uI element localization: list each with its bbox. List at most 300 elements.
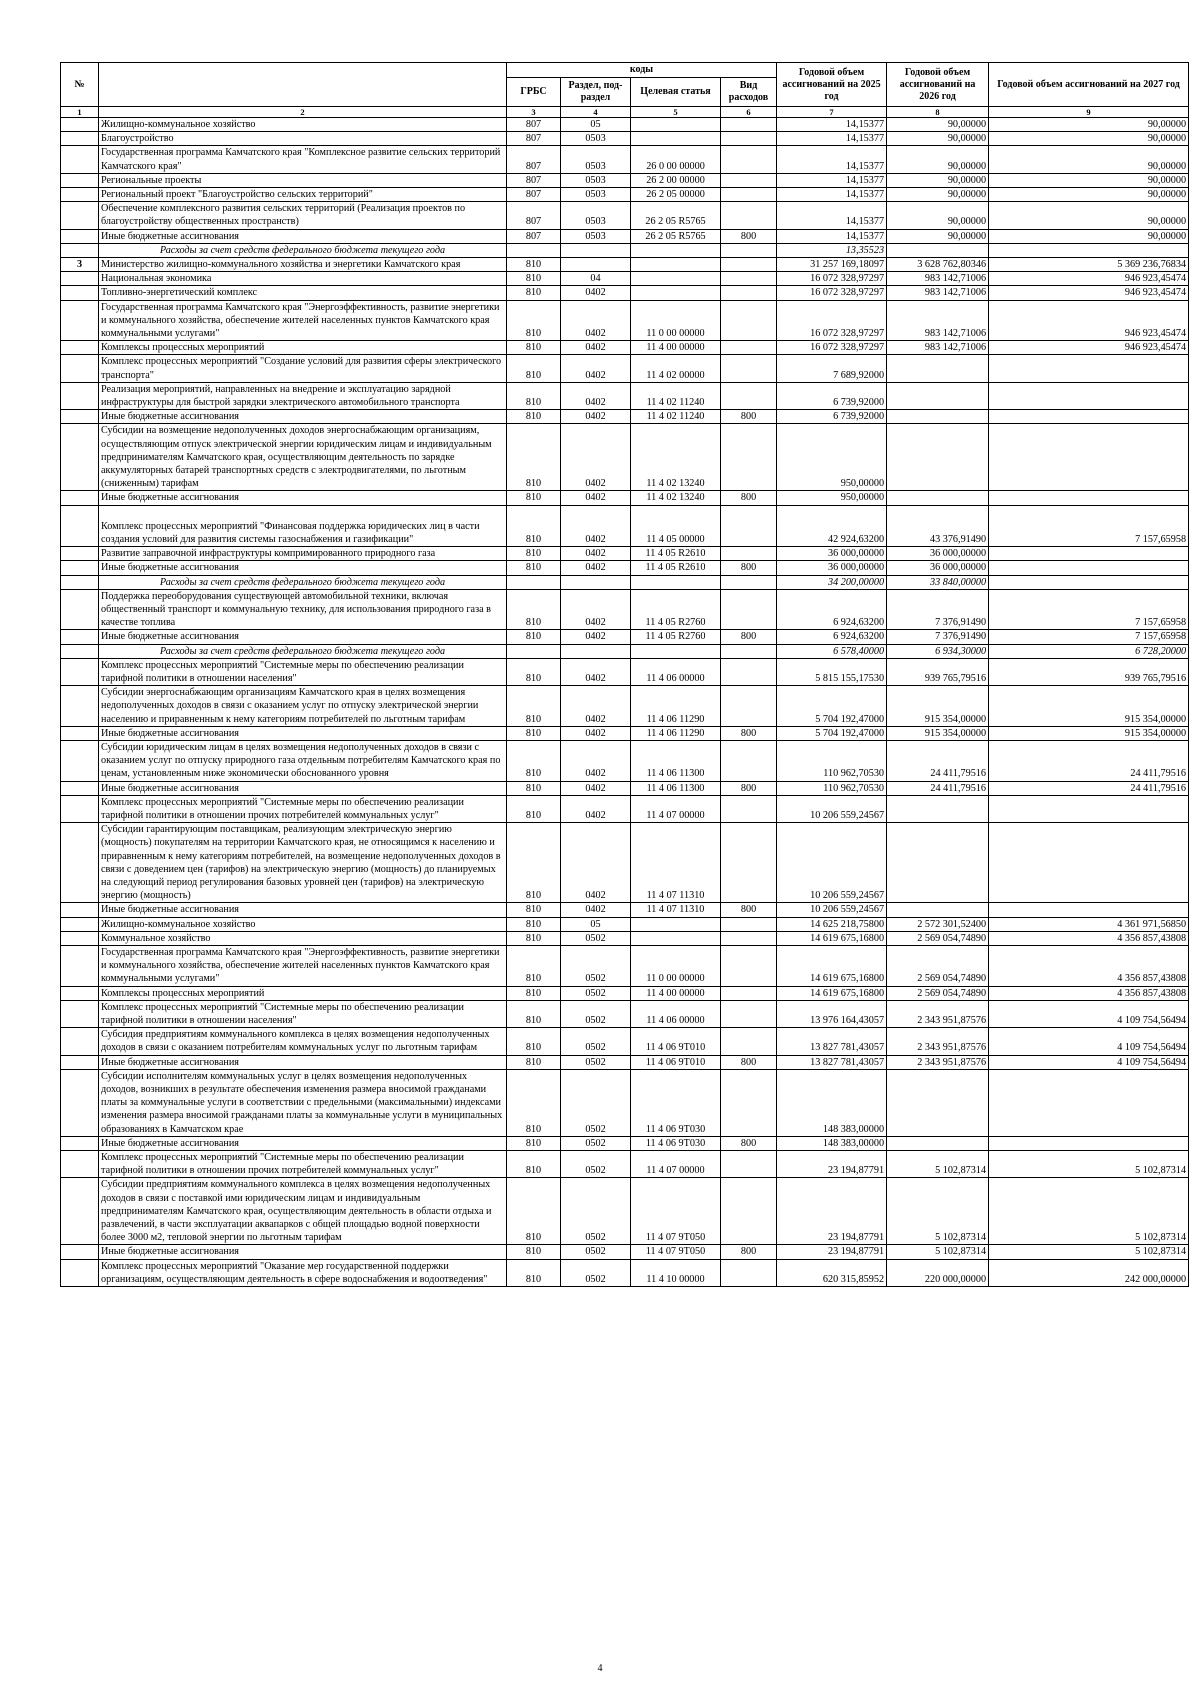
table-row (61, 1151, 1189, 1178)
row-target: 11 4 05 R2760 (631, 589, 721, 630)
row-exptype (721, 823, 777, 903)
table-row (61, 202, 1189, 229)
row-2026: 2 343 951,87576 (887, 1000, 989, 1027)
row-2025: 36 000,00000 (777, 561, 887, 575)
row-2025: 13 827 781,43057 (777, 1028, 887, 1055)
row-2027: 939 765,79516 (989, 658, 1189, 685)
row-grbs: 807 (507, 146, 561, 173)
row-number (61, 505, 99, 546)
table-row (61, 1000, 1189, 1027)
header-codes: коды (507, 63, 777, 78)
row-2025: 950,00000 (777, 491, 887, 505)
row-grbs: 810 (507, 1136, 561, 1150)
row-2025: 36 000,00000 (777, 547, 887, 561)
row-2025: 23 194,87791 (777, 1245, 887, 1259)
row-description: Комплекс процессных мероприятий "Системные меры по обеспечению реализации тарифной политики в отношении прочих потребителей коммунальных услуг" (99, 1151, 507, 1178)
table-row (61, 986, 1189, 1000)
row-number (61, 341, 99, 355)
row-2027 (989, 823, 1189, 903)
header-2027: Годовой объем ассигнований на 2027 год (989, 63, 1189, 107)
row-2025: 6 739,92000 (777, 410, 887, 424)
row-exptype (721, 1028, 777, 1055)
row-exptype: 800 (721, 1245, 777, 1259)
row-exptype: 800 (721, 781, 777, 795)
row-2025: 148 383,00000 (777, 1069, 887, 1136)
row-2026: 2 343 951,87576 (887, 1028, 989, 1055)
row-exptype (721, 917, 777, 931)
row-description: Расходы за счет средств федерального бюджета текущего года (99, 575, 507, 589)
row-2025: 620 315,85952 (777, 1259, 887, 1286)
row-number (61, 491, 99, 505)
row-2025: 16 072 328,97297 (777, 272, 887, 286)
row-description: Комплекс процессных мероприятий "Системные меры по обеспечению реализации тарифной политики в отношении прочих потребителей коммунальных услуг" (99, 795, 507, 822)
table-row (61, 286, 1189, 300)
row-number (61, 630, 99, 644)
table-row (61, 561, 1189, 575)
row-2027 (989, 561, 1189, 575)
row-2025: 16 072 328,97297 (777, 300, 887, 341)
row-number (61, 658, 99, 685)
row-grbs: 810 (507, 355, 561, 382)
table-row (61, 1028, 1189, 1055)
row-exptype (721, 202, 777, 229)
row-target: 11 4 07 00000 (631, 795, 721, 822)
row-exptype (721, 795, 777, 822)
row-exptype: 800 (721, 1136, 777, 1150)
row-grbs (507, 575, 561, 589)
row-description: Иные бюджетные ассигнования (99, 561, 507, 575)
row-section: 05 (561, 118, 631, 132)
row-2025: 23 194,87791 (777, 1151, 887, 1178)
index-cell: 9 (989, 107, 1189, 118)
row-2027 (989, 491, 1189, 505)
budget-sheet (60, 62, 1188, 1287)
row-grbs (507, 243, 561, 257)
row-grbs: 810 (507, 272, 561, 286)
row-section: 0502 (561, 1151, 631, 1178)
header-section: Раздел, под-раздел (561, 78, 631, 107)
row-number (61, 382, 99, 409)
row-exptype (721, 188, 777, 202)
row-exptype (721, 1069, 777, 1136)
row-section (561, 243, 631, 257)
row-2025: 14 619 675,16800 (777, 931, 887, 945)
row-section (561, 575, 631, 589)
row-2025: 14,15377 (777, 146, 887, 173)
row-section: 0402 (561, 491, 631, 505)
table-row (61, 823, 1189, 903)
row-grbs: 810 (507, 286, 561, 300)
row-target: 11 4 02 13240 (631, 491, 721, 505)
row-grbs: 810 (507, 300, 561, 341)
row-number (61, 644, 99, 658)
header-grbs: ГРБС (507, 78, 561, 107)
row-section: 0402 (561, 286, 631, 300)
row-exptype (721, 286, 777, 300)
row-section: 0402 (561, 300, 631, 341)
row-2025: 13,35523 (777, 243, 887, 257)
row-exptype (721, 146, 777, 173)
index-cell: 3 (507, 107, 561, 118)
row-number (61, 1055, 99, 1069)
row-section: 0402 (561, 903, 631, 917)
row-exptype (721, 658, 777, 685)
table-body (61, 118, 1189, 1287)
row-grbs: 810 (507, 1178, 561, 1245)
row-target: 11 4 00 00000 (631, 986, 721, 1000)
row-exptype (721, 355, 777, 382)
row-2026: 36 000,00000 (887, 561, 989, 575)
row-description: Субсидии юридическим лицам в целях возмещения недополученных доходов в связи с оказанием услуг по отпуску природного газа отдельным потребителям Камчатского края по ценам, установленным ниже экономически обоснованного уровня (99, 740, 507, 781)
row-section: 0402 (561, 740, 631, 781)
row-section: 0402 (561, 410, 631, 424)
row-section: 0502 (561, 1028, 631, 1055)
row-target: 11 4 02 11240 (631, 410, 721, 424)
index-cell: 6 (721, 107, 777, 118)
row-target: 26 2 05 R5765 (631, 202, 721, 229)
row-grbs: 810 (507, 1245, 561, 1259)
row-target: 11 4 06 11290 (631, 686, 721, 727)
row-target: 11 4 06 11290 (631, 726, 721, 740)
row-description: Комплекс процессных мероприятий "Оказание мер государственной поддержки организациям, осуществляющим деятельность в сфере водоснабжения и водоотведения" (99, 1259, 507, 1286)
row-number (61, 300, 99, 341)
row-target (631, 931, 721, 945)
row-grbs: 810 (507, 823, 561, 903)
table-row (61, 917, 1189, 931)
row-grbs: 810 (507, 781, 561, 795)
row-description: Комплексы процессных мероприятий (99, 986, 507, 1000)
row-2027 (989, 1136, 1189, 1150)
row-target: 11 4 05 R2610 (631, 561, 721, 575)
row-target (631, 243, 721, 257)
row-grbs: 810 (507, 341, 561, 355)
row-2026 (887, 355, 989, 382)
row-2025: 31 257 169,18097 (777, 258, 887, 272)
row-2026: 5 102,87314 (887, 1245, 989, 1259)
row-number (61, 272, 99, 286)
row-section: 0502 (561, 1069, 631, 1136)
table-row (61, 410, 1189, 424)
table-row (61, 589, 1189, 630)
row-grbs: 810 (507, 258, 561, 272)
row-target: 11 4 06 00000 (631, 1000, 721, 1027)
row-2027: 4 109 754,56494 (989, 1028, 1189, 1055)
row-section: 0402 (561, 382, 631, 409)
row-2026: 983 142,71006 (887, 341, 989, 355)
row-target: 11 4 06 11300 (631, 740, 721, 781)
row-number (61, 686, 99, 727)
row-2025: 5 815 155,17530 (777, 658, 887, 685)
row-exptype: 800 (721, 1055, 777, 1069)
row-2027 (989, 410, 1189, 424)
row-exptype (721, 243, 777, 257)
table-row (61, 547, 1189, 561)
row-number (61, 410, 99, 424)
row-exptype: 800 (721, 410, 777, 424)
row-2026: 36 000,00000 (887, 547, 989, 561)
row-2027: 5 102,87314 (989, 1178, 1189, 1245)
row-2025: 14 619 675,16800 (777, 945, 887, 986)
row-2027: 946 923,45474 (989, 341, 1189, 355)
row-2027: 946 923,45474 (989, 300, 1189, 341)
row-2026: 983 142,71006 (887, 272, 989, 286)
row-exptype (721, 1151, 777, 1178)
row-number (61, 243, 99, 257)
row-section: 0402 (561, 630, 631, 644)
row-2026: 90,00000 (887, 188, 989, 202)
row-2025: 148 383,00000 (777, 1136, 887, 1150)
row-section: 0502 (561, 1136, 631, 1150)
row-section: 0402 (561, 424, 631, 491)
row-number (61, 589, 99, 630)
row-grbs: 810 (507, 658, 561, 685)
row-number (61, 561, 99, 575)
row-section: 0402 (561, 795, 631, 822)
row-section: 0402 (561, 505, 631, 546)
row-section: 0402 (561, 589, 631, 630)
row-description: Иные бюджетные ассигнования (99, 726, 507, 740)
row-section: 0402 (561, 726, 631, 740)
row-description: Государственная программа Камчатского края "Энергоэффективность, развитие энергетики и коммунального хозяйства, обеспечение жителей населенных пунктов Камчатского края коммунальными услугами" (99, 945, 507, 986)
row-grbs: 807 (507, 118, 561, 132)
row-target: 26 2 00 00000 (631, 173, 721, 187)
row-exptype (721, 382, 777, 409)
row-section: 05 (561, 917, 631, 931)
table-row (61, 300, 1189, 341)
table-row (61, 188, 1189, 202)
row-2027: 915 354,00000 (989, 726, 1189, 740)
table-row (61, 505, 1189, 546)
row-2026: 2 343 951,87576 (887, 1055, 989, 1069)
row-exptype: 800 (721, 229, 777, 243)
table-row (61, 903, 1189, 917)
row-grbs: 810 (507, 630, 561, 644)
row-2027: 915 354,00000 (989, 686, 1189, 727)
row-2027: 242 000,00000 (989, 1259, 1189, 1286)
row-description: Иные бюджетные ассигнования (99, 1136, 507, 1150)
row-2027: 5 102,87314 (989, 1151, 1189, 1178)
row-exptype (721, 1259, 777, 1286)
row-description: Субсидия предприятиям коммунального комплекса в целях возмещения недополученных доходов в связи с оказанием потребителям коммунальных услуг по льготным тарифам (99, 1028, 507, 1055)
row-grbs: 810 (507, 986, 561, 1000)
row-grbs: 810 (507, 589, 561, 630)
row-2026: 983 142,71006 (887, 300, 989, 341)
row-exptype: 800 (721, 903, 777, 917)
row-2027: 946 923,45474 (989, 286, 1189, 300)
row-grbs (507, 644, 561, 658)
row-grbs: 807 (507, 173, 561, 187)
row-number (61, 931, 99, 945)
row-grbs: 810 (507, 917, 561, 931)
row-target: 11 4 07 9Т050 (631, 1178, 721, 1245)
row-2027: 90,00000 (989, 146, 1189, 173)
row-grbs: 810 (507, 561, 561, 575)
row-section: 0503 (561, 132, 631, 146)
row-exptype (721, 118, 777, 132)
row-grbs: 810 (507, 410, 561, 424)
row-description: Комплексы процессных мероприятий (99, 341, 507, 355)
row-2027: 90,00000 (989, 188, 1189, 202)
header-row-1 (61, 63, 1189, 78)
row-section: 0502 (561, 1178, 631, 1245)
row-grbs: 810 (507, 382, 561, 409)
header-2026: Годовой объем ассигнований на 2026 год (887, 63, 989, 107)
row-exptype: 800 (721, 726, 777, 740)
row-exptype (721, 740, 777, 781)
row-2027 (989, 355, 1189, 382)
row-number (61, 424, 99, 491)
row-exptype (721, 132, 777, 146)
row-target (631, 286, 721, 300)
row-2027 (989, 547, 1189, 561)
row-target: 11 4 06 9Т010 (631, 1028, 721, 1055)
row-section: 0502 (561, 1055, 631, 1069)
row-section: 0502 (561, 931, 631, 945)
row-2025: 14,15377 (777, 173, 887, 187)
index-cell: 5 (631, 107, 721, 118)
row-grbs: 810 (507, 1055, 561, 1069)
row-section: 0503 (561, 173, 631, 187)
table-row (61, 630, 1189, 644)
row-description: Реализация мероприятий, направленных на внедрение и эксплуатацию зарядной инфраструктуры для быстрой зарядки электрического автомобильного транспорта (99, 382, 507, 409)
row-description: Обеспечение комплексного развития сельских территорий (Реализация проектов по благоустройству общественных пространств) (99, 202, 507, 229)
row-section (561, 644, 631, 658)
row-2026: 915 354,00000 (887, 686, 989, 727)
row-section: 0502 (561, 1259, 631, 1286)
row-2027: 5 102,87314 (989, 1245, 1189, 1259)
row-section: 04 (561, 272, 631, 286)
row-exptype (721, 258, 777, 272)
row-description: Иные бюджетные ассигнования (99, 410, 507, 424)
row-number (61, 1178, 99, 1245)
row-section: 0503 (561, 229, 631, 243)
row-2025: 13 976 164,43057 (777, 1000, 887, 1027)
row-description: Иные бюджетные ассигнования (99, 1245, 507, 1259)
table-row (61, 1259, 1189, 1286)
budget-table (60, 62, 1189, 1287)
row-target: 26 2 05 R5765 (631, 229, 721, 243)
row-2027: 4 356 857,43808 (989, 986, 1189, 1000)
row-grbs: 810 (507, 505, 561, 546)
row-2025: 42 924,63200 (777, 505, 887, 546)
row-2026: 33 840,00000 (887, 575, 989, 589)
row-2027: 4 109 754,56494 (989, 1000, 1189, 1027)
row-exptype (721, 986, 777, 1000)
row-2026 (887, 1136, 989, 1150)
row-description: Комплекс процессных мероприятий "Системные меры по обеспечению реализации тарифной политики в отношении населения" (99, 658, 507, 685)
row-target: 11 4 06 11300 (631, 781, 721, 795)
header-target: Целевая статья (631, 78, 721, 107)
table-row (61, 258, 1189, 272)
row-section: 0402 (561, 658, 631, 685)
row-number (61, 173, 99, 187)
row-2025: 110 962,70530 (777, 781, 887, 795)
row-2025: 23 194,87791 (777, 1178, 887, 1245)
row-exptype (721, 547, 777, 561)
row-description: Субсидии гарантирующим поставщикам, реализующим электрическую энергию (мощность) покупателям на территории Камчатского края, не относящимся к населению и приравненным к нему категориям потребителей, на возмещение недополученных доходов в связи с доведением цен (тарифов) на электрическую энергию (мощность) до планируемых на следующий период регулирования базовых уровней цен (тарифов) на электрическую энергию (мощность) (99, 823, 507, 903)
row-grbs: 810 (507, 1151, 561, 1178)
row-2026: 3 628 762,80346 (887, 258, 989, 272)
row-2026: 90,00000 (887, 202, 989, 229)
row-number (61, 355, 99, 382)
row-exptype (721, 686, 777, 727)
row-number (61, 986, 99, 1000)
row-number (61, 202, 99, 229)
row-target: 11 0 00 00000 (631, 300, 721, 341)
row-description: Субсидии предприятиям коммунального комплекса в целях возмещения недополученных доходов в связи с поставкой ими юридическим лицам и индивидуальным предпринимателям Камчатского края, осуществляющим деятельность в области отдыха и развлечений, в части эксплуатации аквапарков с общей площадью водной поверхности более 3000 м2, тепловой энергии по льготным тарифам (99, 1178, 507, 1245)
row-description: Иные бюджетные ассигнования (99, 229, 507, 243)
row-grbs: 810 (507, 931, 561, 945)
row-number (61, 229, 99, 243)
row-2025: 14 619 675,16800 (777, 986, 887, 1000)
row-number: 3 (61, 258, 99, 272)
row-grbs: 810 (507, 1259, 561, 1286)
row-description: Региональные проекты (99, 173, 507, 187)
row-number (61, 1151, 99, 1178)
row-2027: 90,00000 (989, 118, 1189, 132)
row-grbs: 810 (507, 740, 561, 781)
row-target: 11 0 00 00000 (631, 945, 721, 986)
row-2026: 2 572 301,52400 (887, 917, 989, 931)
row-description: Государственная программа Камчатского края "Комплексное развитие сельских территорий Камчатского края" (99, 146, 507, 173)
row-section: 0402 (561, 355, 631, 382)
row-number (61, 575, 99, 589)
row-section: 0402 (561, 341, 631, 355)
row-description: Жилищно-коммунальное хозяйство (99, 118, 507, 132)
row-number (61, 823, 99, 903)
index-cell: 4 (561, 107, 631, 118)
row-target (631, 132, 721, 146)
row-target: 11 4 06 9Т030 (631, 1069, 721, 1136)
row-description: Комплекс процессных мероприятий "Системные меры по обеспечению реализации тарифной политики в отношении населения" (99, 1000, 507, 1027)
table-row (61, 644, 1189, 658)
row-section: 0402 (561, 686, 631, 727)
row-exptype (721, 589, 777, 630)
row-grbs: 810 (507, 1028, 561, 1055)
row-2026 (887, 410, 989, 424)
row-grbs: 810 (507, 547, 561, 561)
row-2026 (887, 491, 989, 505)
row-description: Комплекс процессных мероприятий "Создание условий для развития сферы электрического транспорта" (99, 355, 507, 382)
row-2026: 983 142,71006 (887, 286, 989, 300)
row-description: Иные бюджетные ассигнования (99, 630, 507, 644)
row-2025: 110 962,70530 (777, 740, 887, 781)
table-row (61, 795, 1189, 822)
row-2027 (989, 795, 1189, 822)
row-2026: 7 376,91490 (887, 630, 989, 644)
row-description: Развитие заправочной инфраструктуры компримированного природного газа (99, 547, 507, 561)
row-number (61, 118, 99, 132)
row-number (61, 1069, 99, 1136)
table-row (61, 726, 1189, 740)
table-row (61, 1069, 1189, 1136)
table-row (61, 1178, 1189, 1245)
table-row (61, 243, 1189, 257)
row-target: 11 4 06 9Т030 (631, 1136, 721, 1150)
table-row (61, 1136, 1189, 1150)
row-2026: 939 765,79516 (887, 658, 989, 685)
row-2025: 10 206 559,24567 (777, 823, 887, 903)
row-grbs: 807 (507, 202, 561, 229)
row-section: 0402 (561, 823, 631, 903)
row-2026: 2 569 054,74890 (887, 986, 989, 1000)
row-2027: 946 923,45474 (989, 272, 1189, 286)
row-section: 0503 (561, 202, 631, 229)
row-2027 (989, 424, 1189, 491)
row-section: 0503 (561, 188, 631, 202)
row-section: 0502 (561, 986, 631, 1000)
table-row (61, 424, 1189, 491)
